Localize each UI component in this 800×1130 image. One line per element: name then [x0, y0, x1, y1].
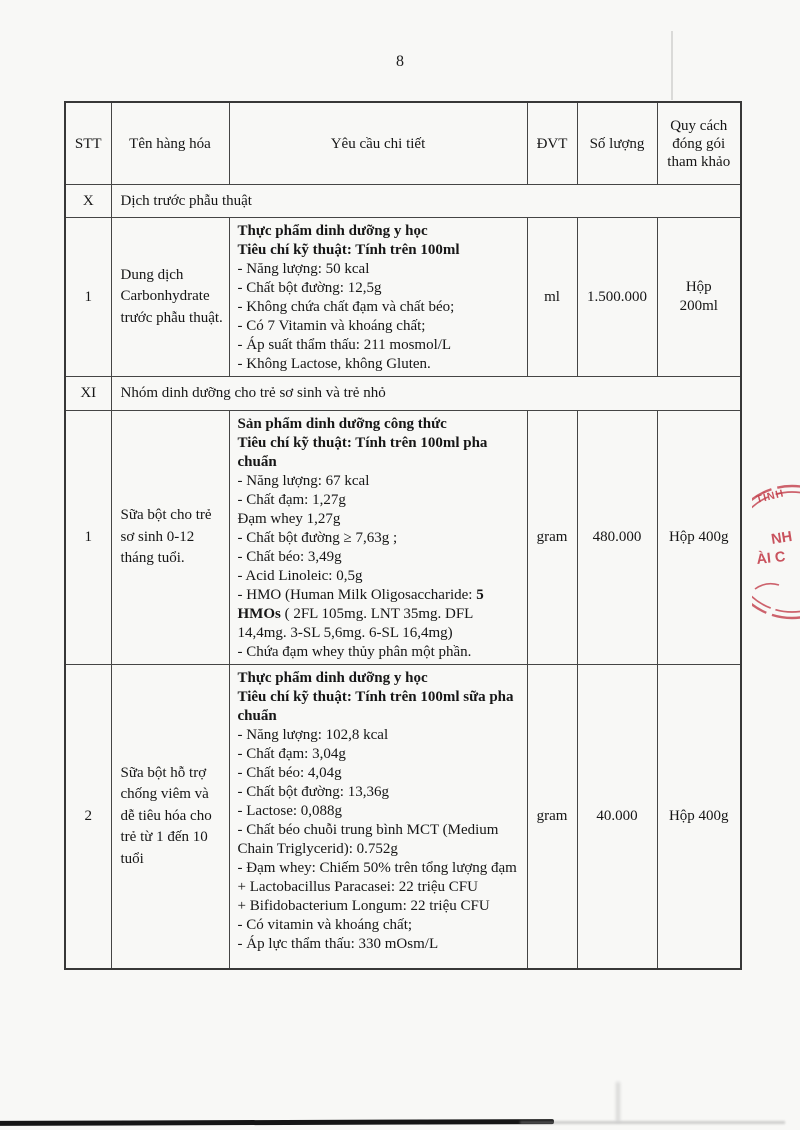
packaging-line: Hộp 400g [668, 529, 729, 545]
detail-line [238, 802, 522, 821]
detail-line [238, 222, 522, 241]
scan-bottom-edge [0, 1119, 554, 1125]
detail-segment: - Năng lượng: 102,8 kcal [237, 727, 389, 743]
detail-line [238, 688, 522, 726]
detail-segment: - Áp lực thẩm thấu: 330 mOsm/L [237, 936, 439, 952]
page-number: 8 [396, 53, 404, 70]
detail-line [238, 821, 522, 859]
detail-segment: - Có vitamin và khoáng chất; [237, 917, 413, 933]
detail-segment: - Chất béo: 4,04g [237, 765, 342, 781]
detail-line [238, 298, 522, 317]
detail-line [238, 567, 522, 586]
item-packaging [657, 218, 741, 377]
item-unit: gram [527, 665, 577, 969]
column-header-4: Số lượng [577, 102, 657, 185]
detail-line [238, 643, 522, 662]
item-details [229, 411, 527, 665]
item-quantity: 1.500.000 [577, 218, 657, 377]
item-details [229, 665, 527, 969]
table-header [65, 102, 741, 185]
section-row-XI [65, 377, 741, 411]
detail-segment: - Chất bột đường: 13,36g [237, 784, 389, 800]
detail-segment: ( 2FL 105mg. LNT 35mg. DFL 14,4mg. 3-SL 5,6mg. 6-SL 16,4mg) [237, 606, 473, 641]
item-name: Dung dịch Carbonhydrate trước phẫu thuật. [111, 218, 229, 377]
header-row [65, 102, 741, 185]
item-unit: ml [527, 218, 577, 377]
detail-segment: - Năng lượng: 67 kcal [237, 473, 370, 489]
detail-segment: - Đạm whey: Chiếm 50% trên tổng lượng đạm [237, 860, 517, 876]
detail-line [238, 764, 522, 783]
detail-line [238, 472, 522, 491]
item-row-X-1 [65, 218, 741, 377]
item-name: Sữa bột hỗ trợ chống viêm và dễ tiêu hóa cho trẻ từ 1 đến 10 tuổi [111, 665, 229, 969]
item-details [229, 218, 527, 377]
item-unit: gram [527, 411, 577, 665]
detail-segment: Tiêu chí kỹ thuật: Tính trên 100ml pha chuẩn [237, 435, 488, 470]
detail-segment: - Năng lượng: 50 kcal [237, 261, 370, 277]
detail-segment: - Không Lactose, không Gluten. [237, 356, 431, 372]
scan-smudge [616, 1082, 620, 1122]
detail-segment: Thực phẩm dinh dưỡng y học [237, 223, 428, 239]
detail-segment: + Bifidobacterium Longum: 22 triệu CFU [237, 898, 490, 914]
detail-segment: Sản phẩm dinh dưỡng công thức [237, 416, 447, 432]
detail-segment: - Acid Linoleic: 0,5g [237, 568, 363, 584]
detail-segment: Tiêu chí kỹ thuật: Tính trên 100ml sữa pha chuẩn [237, 689, 514, 724]
detail-line [238, 491, 522, 510]
detail-line [238, 279, 522, 298]
section-title: Nhóm dinh dưỡng cho trẻ sơ sinh và trẻ nhỏ [111, 377, 741, 411]
item-stt: 1 [65, 411, 111, 665]
detail-segment: - Có 7 Vitamin và khoáng chất; [237, 318, 426, 334]
detail-line [238, 669, 522, 688]
column-header-2: Yêu cầu chi tiết [229, 102, 527, 185]
item-name: Sữa bột cho trẻ sơ sinh 0-12 tháng tuổi. [111, 411, 229, 665]
detail-line [238, 415, 522, 434]
detail-line [238, 510, 522, 529]
section-code: X [65, 185, 111, 218]
item-stt: 1 [65, 218, 111, 377]
table-body [65, 185, 741, 969]
detail-segment: - Chất béo: 3,49g [237, 549, 342, 565]
detail-line [238, 434, 522, 472]
column-header-3: ĐVT [527, 102, 577, 185]
detail-line [238, 355, 522, 374]
detail-segment: + Lactobacillus Paracasei: 22 triệu CFU [237, 879, 478, 895]
detail-line [238, 241, 522, 260]
item-packaging [657, 665, 741, 969]
detail-line [238, 586, 522, 643]
section-title: Dịch trước phẫu thuật [111, 185, 741, 218]
detail-line [238, 336, 522, 355]
item-row-XI-2 [65, 665, 741, 969]
scan-faint-line [671, 31, 673, 100]
packaging-line: Hộp 400g [668, 807, 729, 824]
detail-line [238, 548, 522, 567]
packaging-line: 200ml [679, 298, 718, 314]
detail-line [238, 783, 522, 802]
column-header-1: Tên hàng hóa [111, 102, 229, 185]
column-header-5: Quy cách đóng gói tham khảo [657, 102, 741, 185]
item-quantity: 480.000 [577, 411, 657, 665]
detail-segment: Thực phẩm dinh dưỡng y học [237, 670, 428, 686]
item-packaging [657, 411, 741, 665]
stamp-text-line1: NH [770, 528, 794, 548]
column-header-0: STT [65, 102, 111, 185]
detail-line [238, 878, 522, 897]
section-code: XI [65, 377, 111, 411]
detail-segment: 5 HMOs [237, 587, 484, 622]
detail-line [238, 916, 522, 935]
packaging-line: Hộp [685, 279, 712, 295]
stamp-text-line2: ÀI C [755, 549, 787, 568]
red-stamp-fragment [752, 470, 800, 622]
detail-segment: - Chất bột đường: 12,5g [237, 280, 382, 296]
detail-segment: - Áp suất thẩm thấu: 211 mosmol/L [237, 337, 452, 353]
stamp-arc-text: TỈNH [754, 487, 786, 506]
detail-line [238, 317, 522, 336]
item-stt: 2 [65, 665, 111, 969]
item-row-XI-1 [65, 411, 741, 665]
detail-segment: - Chất đạm: 3,04g [237, 746, 346, 762]
detail-line [238, 726, 522, 745]
detail-segment: Đạm whey 1,27g [237, 511, 341, 527]
items-table [64, 101, 742, 970]
detail-segment: - Chứa đạm whey thủy phân một phần. [237, 644, 472, 660]
detail-line [238, 897, 522, 916]
section-row-X [65, 185, 741, 218]
detail-segment: - Không chứa chất đạm và chất béo; [237, 299, 455, 315]
item-quantity: 40.000 [577, 665, 657, 969]
detail-segment: - Chất béo chuỗi trung bình MCT (Medium Chain Triglycerid): 0.752g [237, 822, 499, 857]
detail-segment: - Chất bột đường ≥ 7,63g ; [237, 530, 398, 546]
detail-segment: Tiêu chí kỹ thuật: Tính trên 100ml [237, 242, 460, 258]
detail-line [238, 745, 522, 764]
detail-segment: - Lactose: 0,088g [237, 803, 343, 819]
detail-line [238, 260, 522, 279]
stamp-arc-fragment [755, 584, 779, 589]
detail-line [238, 859, 522, 878]
detail-segment: - Chất đạm: 1,27g [237, 492, 346, 508]
detail-line [238, 935, 522, 954]
detail-line [238, 529, 522, 548]
detail-segment: - HMO (Human Milk Oligosaccharide: [237, 587, 477, 603]
scan-bottom-edge-tail [520, 1121, 785, 1124]
